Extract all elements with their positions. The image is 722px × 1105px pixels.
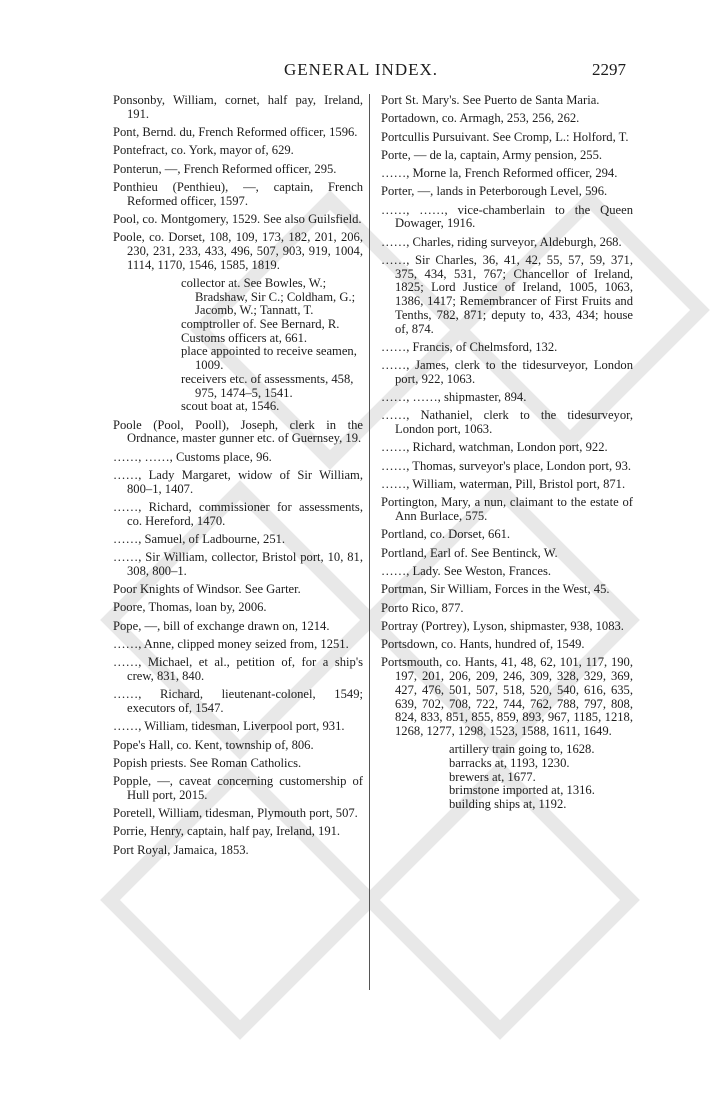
- index-entry: Portcullis Pursuivant. See Cromp, L.: Holford, T.: [381, 129, 629, 144]
- index-entry: ……, James, clerk to the tidesurveyor, London port, 922, 1063.: [381, 358, 633, 386]
- index-entry: ……, Michael, et al., petition of, for a ship's crew, 831, 840.: [113, 655, 363, 683]
- index-entry: Poole (Pool, Pooll), Joseph, clerk in the Ordnance, master gunner etc. of Guernsey, 19.: [113, 417, 363, 446]
- index-column-right: [381, 94, 633, 812]
- index-entry: Porto Rico, 877.: [381, 600, 464, 615]
- index-entry: ……, Richard, lieutenant-colonel, 1549; executors of, 1547.: [113, 687, 363, 715]
- index-entry: ……, Anne, clipped money seized from, 1251.: [113, 637, 349, 651]
- index-entry: ……, ……, shipmaster, 894.: [381, 390, 527, 405]
- index-subentry: artillery train going to, 1628.: [449, 742, 595, 757]
- index-subentry: barracks at, 1193, 1230.: [449, 755, 570, 770]
- index-entry: ……, Richard, watchman, London port, 922.: [381, 440, 608, 455]
- index-subentry: brewers at, 1677.: [449, 769, 536, 784]
- index-entry: Porte, — de la, captain, Army pension, 255.: [381, 147, 603, 162]
- index-entry: Poore, Thomas, loan by, 2006.: [113, 600, 267, 615]
- index-subentry: building ships at, 1192.: [449, 797, 567, 812]
- index-subentry: receivers etc. of assessments, 458, 975, 1474–5, 1541.: [181, 371, 354, 400]
- index-entry: ……, ……, vice-chamberlain to the Queen Dowager, 1916.: [381, 202, 633, 231]
- index-subentry: collector at. See Bowles, W.; Bradshaw, Sir C.; Coldham, G.; Jacomb, W.; Tannatt, T.: [181, 275, 356, 318]
- index-entry: ……, Lady Margaret, widow of Sir William, 800–1, 1407.: [113, 467, 363, 496]
- index-entry: Pool, co. Montgomery, 1529. See also Guilsfield.: [113, 211, 362, 226]
- index-entry: ……, Francis, of Chelmsford, 132.: [381, 339, 558, 354]
- index-entry: Pont, Bernd. du, French Reformed officer, 1596.: [113, 125, 358, 139]
- index-entry: Ponterun, —, French Reformed officer, 295.: [113, 161, 337, 176]
- index-entry: Portington, Mary, a nun, claimant to the estate of Ann Burlace, 575.: [381, 495, 633, 524]
- page-title: GENERAL INDEX.: [283, 60, 439, 79]
- index-entry: Portman, Sir William, Forces in the West, 45.: [381, 582, 610, 597]
- index-entry: Pope's Hall, co. Kent, township of, 806.: [113, 737, 314, 752]
- index-entry: Popple, —, caveat concerning customership of Hull port, 2015.: [113, 774, 363, 802]
- index-entry: ……, Sir William, collector, Bristol port, 10, 81, 308, 800–1.: [113, 550, 363, 578]
- index-entry: Poretell, William, tidesman, Plymouth port, 507.: [113, 806, 358, 821]
- index-entry: ……, Sir Charles, 36, 41, 42, 55, 57, 59, 371, 375, 434, 531, 767; Chancellor of Ireland, 1825; Lord Justice of Ireland, 1005, 1063, 1386, 1417; Remembrancer of First Fruits and Tenths, 782, 871; deputy to, 433, 434; house of, 874.: [381, 253, 633, 336]
- index-entry: Port Royal, Jamaica, 1853.: [113, 842, 249, 857]
- index-entry: Ponthieu (Penthieu), —, captain, French Reformed officer, 1597.: [113, 179, 363, 208]
- index-entry: ……, Nathaniel, clerk to the tidesurveyor, London port, 1063.: [381, 408, 633, 437]
- index-subentry: comptroller of. See Bernard, R.: [181, 317, 340, 331]
- column-divider: [369, 94, 370, 990]
- index-entry: ……, Thomas, surveyor's place, London port, 93.: [381, 458, 632, 473]
- index-entry: Portsdown, co. Hants, hundred of, 1549.: [381, 637, 585, 652]
- index-entry: Portland, co. Dorset, 661.: [381, 527, 511, 542]
- page-number: 2297: [592, 60, 626, 79]
- index-subentry: place appointed to receive seamen, 1009.: [181, 344, 357, 373]
- index-entry: ……, William, tidesman, Liverpool port, 931.: [113, 719, 345, 734]
- page-header: [0, 58, 722, 82]
- index-entry: Portadown, co. Armagh, 253, 256, 262.: [381, 111, 580, 126]
- index-subentry: Customs officers at, 661.: [181, 330, 308, 345]
- index-entry: Port St. Mary's. See Puerto de Santa Maria.: [381, 93, 600, 107]
- index-entry: Portsmouth, co. Hants, 41, 48, 62, 101, 117, 190, 197, 201, 206, 209, 246, 309, 328, 329, 369, 427, 476, 501, 507, 518, 520, 540, 616, 635, 639, 702, 708, 722, 744, 762, 788, 797, 808, 824, 833, 851, 855, 859, 893, 967, 1185, 1218, 1268, 1277, 1298, 1523, 1588, 1611, 1649.: [381, 655, 633, 738]
- index-column-left: [113, 94, 363, 862]
- index-entry: ……, Richard, commissioner for assessments, co. Hereford, 1470.: [113, 499, 363, 528]
- index-entry: ……, Morne la, French Reformed officer, 294.: [381, 166, 618, 181]
- index-entry: ……, William, waterman, Pill, Bristol port, 871.: [381, 477, 626, 492]
- index-entry: ……, Samuel, of Ladbourne, 251.: [113, 531, 286, 546]
- index-entry: Pope, —, bill of exchange drawn on, 1214.: [113, 618, 330, 633]
- index-entry: Portray (Portrey), Lyson, shipmaster, 938, 1083.: [381, 618, 624, 633]
- index-entry: Ponsonby, William, cornet, half pay, Ireland, 191.: [113, 93, 363, 121]
- index-entry: ……, Charles, riding surveyor, Aldeburgh, 268.: [381, 234, 622, 249]
- index-subentry: scout boat at, 1546.: [181, 399, 280, 414]
- index-entry: Poole, co. Dorset, 108, 109, 173, 182, 201, 206, 230, 231, 233, 433, 496, 507, 903, 919, 1004, 1114, 1170, 1546, 1585, 1819.: [113, 230, 363, 272]
- index-entry: Popish priests. See Roman Catholics.: [113, 755, 302, 770]
- index-entry: ……, ……, Customs place, 96.: [113, 449, 272, 464]
- index-entry: Pontefract, co. York, mayor of, 629.: [113, 143, 294, 158]
- index-entry: Portland, Earl of. See Bentinck, W.: [381, 545, 558, 560]
- index-entry: ……, Lady. See Weston, Frances.: [381, 563, 552, 578]
- index-entry: Porrie, Henry, captain, half pay, Ireland, 191.: [113, 824, 341, 839]
- index-subentry: brimstone imported at, 1316.: [449, 783, 595, 798]
- index-entry: Poor Knights of Windsor. See Garter.: [113, 582, 301, 597]
- index-entry: Porter, —, lands in Peterborough Level, 596.: [381, 184, 608, 199]
